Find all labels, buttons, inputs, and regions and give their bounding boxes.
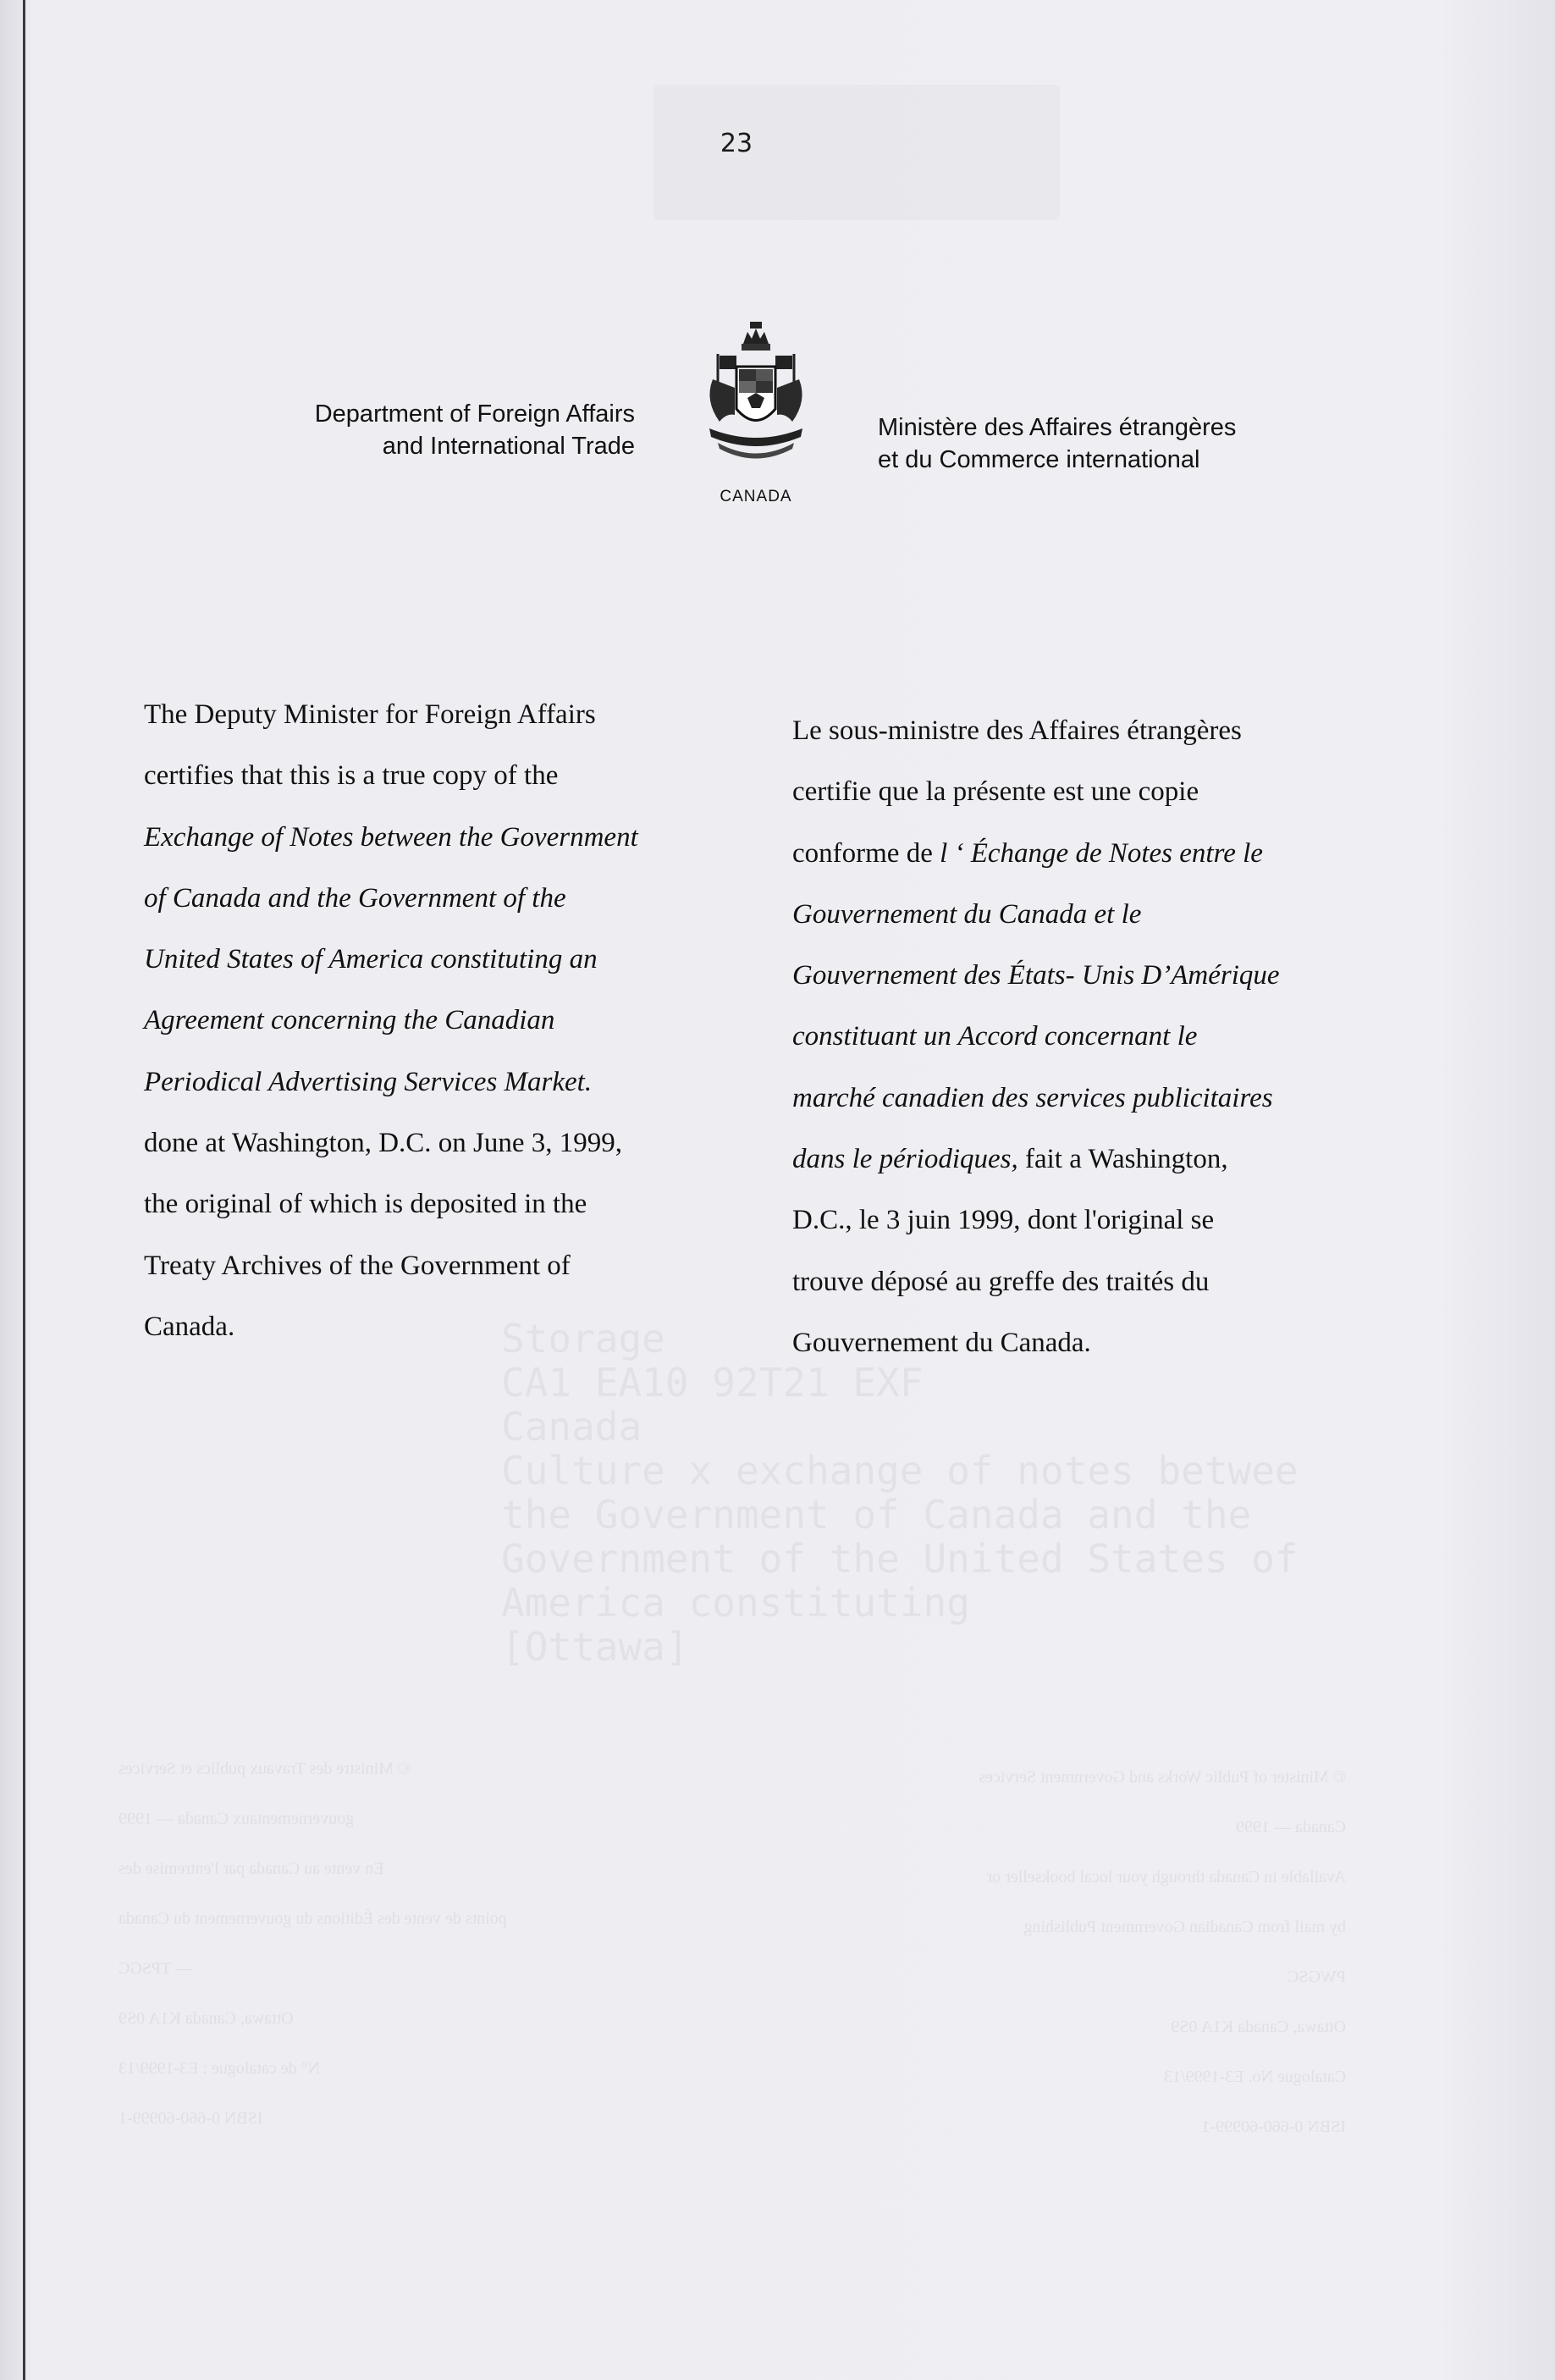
certification-line: dans le périodiques, fait a Washington, (792, 1144, 1228, 1175)
certification-line: Le sous-ministre des Affaires étrangères (792, 715, 1242, 746)
department-name-english-line: Department of Foreign Affairs (314, 400, 635, 428)
certification-line: Treaty Archives of the Government of (144, 1250, 571, 1281)
certification-line: constituant un Accord concernant le (792, 1021, 1198, 1052)
certification-line: marché canadien des services publicitaires (792, 1082, 1273, 1113)
certification-line: certifies that this is a true copy of the (144, 760, 559, 792)
department-name-french (878, 411, 1318, 476)
certification-line: Gouvernement du Canada et le (792, 898, 1142, 930)
bleed-through-catalogue: Storage CA1 EA10 92T21 EXF Canada Culture x exchange of notes betwee the Government of Canada and the Government of the United States of America constituting [Ottawa] (501, 1316, 1299, 1670)
certification-line: Periodical Advertising Services Market. (144, 1066, 593, 1097)
department-name-english (279, 398, 635, 462)
certification-line: of Canada and the Government of the (144, 882, 566, 914)
canada-coat-of-arms-icon (701, 320, 811, 468)
department-name-french-line: et du Commerce international (878, 446, 1200, 473)
french-certification (792, 700, 1419, 1373)
certification-line: Exchange of Notes between the Government (144, 821, 638, 853)
certification-line: certifie que la présente est une copie (792, 776, 1199, 808)
certification-line: trouve déposé au greffe des traités du (792, 1266, 1210, 1297)
certification-line: conforme de l ‘ Échange de Notes entre le (792, 837, 1263, 869)
certification-line: The Deputy Minister for Foreign Affairs (144, 699, 596, 730)
certification-line: Agreement concerning the Canadian (144, 1005, 555, 1036)
certification-line: Gouvernement des États- Unis D’Amérique (792, 960, 1280, 991)
bleed-through-colophon-left: © Ministre des Travaux publics et Services gouvernementaux Canada — 1999 En vente au Canada par l'entremise des points de vente des Éditions du gouvernement du Canada — TPSGC Ottawa, Canada K1A 0S9 N° de catalogue : E3-1999/13 ISBN 0-660-60999-1 (119, 1759, 507, 2128)
certification-line: Canada. (144, 1311, 235, 1342)
page-edge-shadow (23, 0, 25, 2380)
certification-line: the original of which is deposited in the (144, 1189, 587, 1220)
crest-caption: CANADA (720, 488, 792, 505)
certification-line: done at Washington, D.C. on June 3, 1999, (144, 1128, 623, 1159)
certification-line: Gouvernement du Canada. (792, 1327, 1091, 1358)
department-name-english-line: and International Trade (382, 433, 635, 460)
bleed-through-colophon-right: © Minister of Public Works and Government Services Canada — 1999 Available in Canada through your local bookseller or by mail from Canadian Government Publishing PWGSC Ottawa, Canada K1A 0S9 Catalogue No. E3-1999/13 ISBN 0-660-60999-1 (979, 1768, 1346, 2136)
certification-line: D.C., le 3 juin 1999, dont l'original se (792, 1205, 1215, 1236)
department-name-french-line: Ministère des Affaires étrangères (878, 414, 1237, 441)
page-number: 23 (720, 129, 753, 158)
certification-line: United States of America constituting an (144, 944, 598, 975)
english-certification (144, 684, 753, 1357)
